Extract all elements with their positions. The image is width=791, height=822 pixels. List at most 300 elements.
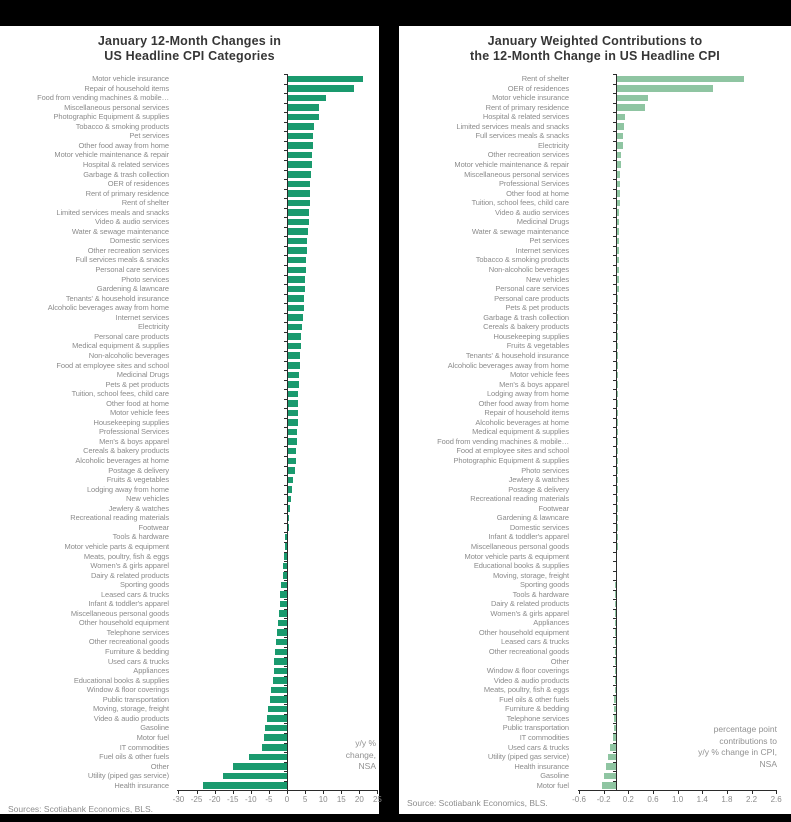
value-bar [617,314,618,321]
value-bar [288,238,307,245]
category-axis-tick [613,284,616,285]
value-bar [602,782,616,789]
value-bar [288,429,297,436]
value-bar [267,715,287,722]
category-axis-tick [613,714,616,715]
category-label: Rent of shelter [521,74,569,83]
category-label: Sporting goods [519,580,569,590]
category-axis-tick [613,542,616,543]
category-axis-tick [613,361,616,362]
category-axis-tick [613,112,616,113]
cpi-changes-chart-panel [0,26,382,814]
value-bar [288,114,319,121]
category-label: Personal care services [495,284,569,294]
value-bar [617,333,618,340]
category-label: Photographic Equipment & supplies [453,456,569,465]
category-label: Men's & boys apparel [99,436,169,446]
category-axis-tick [284,227,287,228]
category-axis-tick [284,752,287,753]
category-axis-tick [613,743,616,744]
category-axis-tick [613,332,616,333]
value-bar [274,658,287,665]
x-axis-tick [287,790,288,794]
category-label: Lodging away from home [86,484,169,494]
category-label: Professional Services [98,427,169,437]
x-axis-tick [604,790,605,794]
category-axis-tick [284,532,287,533]
category-label: Appliances [133,666,169,676]
category-label: Hospital & related services [82,159,169,169]
category-label: Jewlery & watches [508,475,569,485]
value-bar [617,123,624,130]
category-axis-tick [613,351,616,352]
axis-annotation-line: NSA [358,761,376,771]
category-axis-tick [613,74,616,75]
category-label: OER of residences [107,179,169,189]
category-axis-tick [613,103,616,104]
category-axis-tick [613,227,616,228]
x-axis-tick [678,790,679,794]
category-label: Professional Services [498,179,569,189]
value-bar [275,649,287,656]
category-label: Gasoline [140,723,169,733]
category-axis-tick [613,637,616,638]
value-bar [288,228,308,235]
category-label: Motor vehicle parts & equipment [464,551,569,561]
value-bar [288,324,302,331]
x-axis-tick-label: 2.6 [770,795,782,804]
value-bar [280,591,287,598]
category-label: IT commodities [519,732,569,742]
value-bar [617,171,620,178]
category-label: Dairy & related products [90,570,169,580]
value-bar [280,601,287,608]
x-axis-tick-label: 25 [372,795,382,804]
category-axis-tick [613,399,616,400]
category-label: Limited services meals and snacks [456,121,569,131]
value-bar [288,123,314,130]
category-label: Domestic services [509,522,569,532]
axis-annotation-line: NSA [759,758,777,769]
value-bar [288,104,319,111]
value-bar [203,782,287,789]
category-label: Other food at home [106,398,169,408]
x-axis-tick-label: -0.2 [596,795,611,804]
category-label: Infant & toddler's apparel [488,532,569,542]
category-label: Alcoholic beverages away from home [447,360,569,370]
category-label: Postage & delivery [508,484,569,494]
x-axis-tick [341,790,342,794]
category-label: Medicinal Drugs [516,217,569,227]
category-axis-tick [613,389,616,390]
x-axis-tick-label: 1.4 [696,795,708,804]
value-bar [288,171,311,178]
axis-annotation-left [346,738,376,773]
category-label: Garbage & trash collection [483,312,569,322]
category-axis-tick [284,399,287,400]
category-label: Gardening & lawncare [96,284,169,294]
x-axis-tick [702,790,703,794]
category-label: Video & audio services [495,207,569,217]
category-label: Garbage & trash collection [83,169,169,179]
x-axis-tick-label: 15 [336,795,346,804]
category-axis-tick [284,542,287,543]
category-label: Housekeeping supplies [93,417,169,427]
category-axis-tick [613,131,616,132]
chart-title-right-line2: the 12-Month Change in US Headline CPI [470,49,720,63]
category-axis-tick [284,351,287,352]
category-axis-tick [284,456,287,457]
category-axis-tick [284,714,287,715]
value-bar [288,343,301,350]
category-label: Other recreational goods [488,647,569,656]
value-bar [617,505,618,512]
category-axis-tick [284,609,287,610]
category-label: Postage & delivery [108,465,169,475]
category-axis-tick [284,236,287,237]
category-axis-tick [284,466,287,467]
value-bar [608,754,616,761]
category-label: Electricity [538,140,569,150]
value-bar [233,763,287,770]
value-bar [288,524,289,531]
value-bar [617,467,618,474]
category-label: Motor fuel [536,780,569,790]
category-axis-tick [284,313,287,314]
category-label: Cereals & bakery products [83,446,169,456]
category-axis-tick [613,313,616,314]
category-label: Tools & hardware [112,532,169,542]
category-axis-tick [284,637,287,638]
category-label: Dairy & related products [490,599,569,609]
category-label: Gardening & lawncare [496,513,569,523]
value-bar [288,257,306,264]
category-label: Cereals & bakery products [483,322,569,332]
value-bar [617,104,645,111]
value-bar [279,610,287,617]
category-axis-tick [613,618,616,619]
value-bar [617,543,618,550]
value-bar [617,429,618,436]
category-label: Pets & pet products [105,379,169,389]
category-label: Telephone services [106,627,169,637]
category-label: Video & audio products [93,713,169,723]
category-axis-tick [613,160,616,161]
category-label: Non-alcoholic beverages [88,350,169,360]
category-label: Leased cars & trucks [100,589,169,599]
value-bar [288,467,295,474]
category-label: Educational books & supplies [73,675,169,685]
category-label: Other food away from home [78,140,169,150]
chart-title-right-line1: January Weighted Contributions to [487,34,703,48]
value-bar [288,95,326,102]
value-bar [617,190,620,197]
category-axis-tick [284,275,287,276]
category-label: Other recreation services [487,150,569,160]
category-label: Photographic Equipment & supplies [53,112,169,122]
value-bar [264,734,287,741]
category-label: Repair of household items [484,408,569,418]
category-axis-tick [613,150,616,151]
value-bar [617,419,618,426]
category-label: Appliances [533,618,569,628]
category-axis-tick [613,93,616,94]
x-axis-tick-label: 1.8 [721,795,733,804]
value-bar [288,181,310,188]
category-label: Food at employee sites and school [56,360,169,370]
category-axis-tick [284,170,287,171]
x-axis-tick [178,790,179,794]
value-bar [274,668,287,675]
value-bar [617,247,619,254]
category-label: Sporting goods [119,580,169,590]
chart-title-left-line2: US Headline CPI Categories [104,49,275,63]
category-axis-tick [284,74,287,75]
category-axis-tick [613,571,616,572]
category-label: Jewlery & watches [108,503,169,513]
zero-axis-line [287,74,288,790]
x-axis-tick [323,790,324,794]
value-bar [617,515,618,522]
value-bar [271,687,287,694]
x-axis-tick [377,790,378,794]
x-axis-line [177,790,378,791]
value-bar [617,286,619,293]
category-axis-tick [613,504,616,505]
cpi-contributions-chart-panel [399,26,791,814]
category-label: Recreational reading materials [470,494,569,504]
value-bar [617,152,621,159]
x-axis-tick [628,790,629,794]
category-axis-tick [284,657,287,658]
category-axis-tick [613,303,616,304]
category-axis-tick [613,771,616,772]
value-bar [288,200,310,207]
value-bar [617,181,620,188]
value-bar [606,763,616,770]
category-label: Alcoholic beverages away from home [47,303,169,313]
category-axis-tick [284,408,287,409]
category-label: Food at employee sites and school [456,446,569,456]
category-axis-tick [613,322,616,323]
category-label: Used cars & trucks [107,656,169,666]
category-axis-tick [284,84,287,85]
category-label: Motor vehicle insurance [92,74,169,83]
value-bar [288,267,306,274]
category-axis-tick [284,160,287,161]
category-label: Footwear [138,522,169,532]
category-axis-tick [613,752,616,753]
category-axis-tick [284,523,287,524]
category-label: Tobacco & smoking products [75,121,169,131]
category-axis-tick [613,475,616,476]
value-bar [617,524,618,531]
category-label: Rent of primary residence [485,102,569,112]
x-axis-tick [215,790,216,794]
category-axis-tick [284,217,287,218]
category-axis-tick [284,628,287,629]
category-axis-tick [613,523,616,524]
category-axis-tick [284,580,287,581]
category-axis-tick [284,265,287,266]
category-axis-tick [613,456,616,457]
x-axis-tick-label: -10 [245,795,257,804]
category-label: Moving, storage, freight [93,704,169,714]
category-axis-tick [613,408,616,409]
value-bar [617,276,619,283]
value-bar [276,639,287,646]
x-axis-tick-label: -20 [208,795,221,804]
value-bar [288,438,297,445]
category-axis-tick [284,389,287,390]
value-bar [288,247,307,254]
category-label: IT commodities [119,742,169,752]
category-axis-tick [613,84,616,85]
category-label: Other household equipment [78,618,169,628]
bar-plot-left [0,26,382,814]
category-label: Public transportation [102,694,169,704]
category-axis-tick [613,676,616,677]
value-bar [273,677,287,684]
category-axis-tick [284,303,287,304]
category-label: Other [150,761,169,771]
category-axis-tick [284,198,287,199]
category-axis-tick [284,189,287,190]
value-bar [288,209,309,216]
category-axis-tick [284,332,287,333]
value-bar [288,85,354,92]
category-label: Used cars & trucks [507,742,569,752]
category-label: Limited services meals and snacks [56,207,169,217]
category-axis-tick [613,437,616,438]
category-axis-tick [284,599,287,600]
category-label: Medical equipment & supplies [72,341,169,351]
category-axis-tick [284,695,287,696]
category-label: Food from vending machines & mobile… [437,436,569,446]
category-axis-tick [613,599,616,600]
category-axis-tick [613,704,616,705]
category-label: Medicinal Drugs [116,370,169,380]
category-axis-tick [284,112,287,113]
value-bar [617,267,619,274]
category-label: New vehicles [526,274,569,284]
category-label: Moving, storage, freight [493,570,569,580]
value-bar [617,228,619,235]
category-label: Non-alcoholic beverages [488,265,569,274]
category-axis-tick [284,361,287,362]
x-axis-tick-label: -25 [190,795,203,804]
category-axis-tick [284,513,287,514]
value-bar [617,200,620,207]
category-axis-tick [284,322,287,323]
value-bar [288,161,312,168]
category-label: Tobacco & smoking products [475,255,569,265]
category-label: Tuition, school fees, child care [71,389,169,399]
category-axis-tick [284,246,287,247]
value-bar [288,391,298,398]
category-axis-tick [284,380,287,381]
value-bar [288,372,299,379]
category-label: Internet services [515,245,569,255]
value-bar [288,305,304,312]
category-label: Lodging away from home [486,389,569,399]
category-axis-tick [284,437,287,438]
category-axis-tick [613,427,616,428]
category-axis-tick [613,294,616,295]
category-axis-tick [284,485,287,486]
category-axis-tick [613,580,616,581]
category-label: Pets & pet products [505,303,569,313]
category-axis-tick [284,571,287,572]
bar-plot-right [399,26,791,814]
category-label: Public transportation [502,723,569,733]
category-label: Tenants' & household insurance [465,350,569,360]
value-bar [617,381,618,388]
category-axis-tick [613,236,616,237]
category-label: Alcoholic beverages at home [475,417,569,427]
category-axis-tick [613,609,616,610]
value-bar [288,448,296,455]
value-bar [617,161,621,168]
x-axis-tick [752,790,753,794]
category-label: Video & audio services [95,217,169,227]
category-label: Miscellaneous personal services [464,169,569,179]
value-bar [617,219,619,226]
category-axis-tick [613,561,616,562]
category-axis-tick [613,179,616,180]
value-bar [288,276,305,283]
category-axis-tick [613,695,616,696]
value-bar [249,754,287,761]
value-bar [617,209,619,216]
value-bar [288,76,363,83]
value-bar [288,286,305,293]
category-label: New vehicles [126,494,169,504]
category-label: Men's & boys apparel [499,379,569,389]
category-label: Full services meals & snacks [75,255,169,265]
category-axis-tick [284,103,287,104]
x-axis-tick [197,790,198,794]
category-label: Fruits & vegetables [106,475,169,485]
category-label: Fuel oils & other fuels [499,694,569,704]
category-axis-tick [284,475,287,476]
x-axis-tick [359,790,360,794]
category-axis-tick [613,189,616,190]
category-label: Rent of shelter [121,198,169,208]
category-axis-tick [613,246,616,247]
category-label: Motor vehicle fees [509,370,569,380]
value-bar [288,352,300,359]
x-axis-tick [776,790,777,794]
category-label: Educational books & supplies [473,561,569,571]
x-axis-tick-label: 10 [318,795,328,804]
zero-axis-line [616,74,617,790]
category-axis-tick [284,341,287,342]
value-bar [617,534,618,541]
category-label: Repair of household items [84,83,169,93]
x-axis-tick-label: -30 [172,795,185,804]
category-label: Full services meals & snacks [475,131,569,141]
category-label: Alcoholic beverages at home [75,456,169,465]
category-label: Water & sewage maintenance [71,226,169,236]
value-bar [617,238,619,245]
category-axis-tick [613,628,616,629]
value-bar [288,410,298,417]
value-bar [288,477,293,484]
category-label: Motor fuel [136,732,169,742]
category-label: Food from vending machines & mobile… [37,93,169,103]
axis-annotation-line: contributions to [719,735,777,746]
